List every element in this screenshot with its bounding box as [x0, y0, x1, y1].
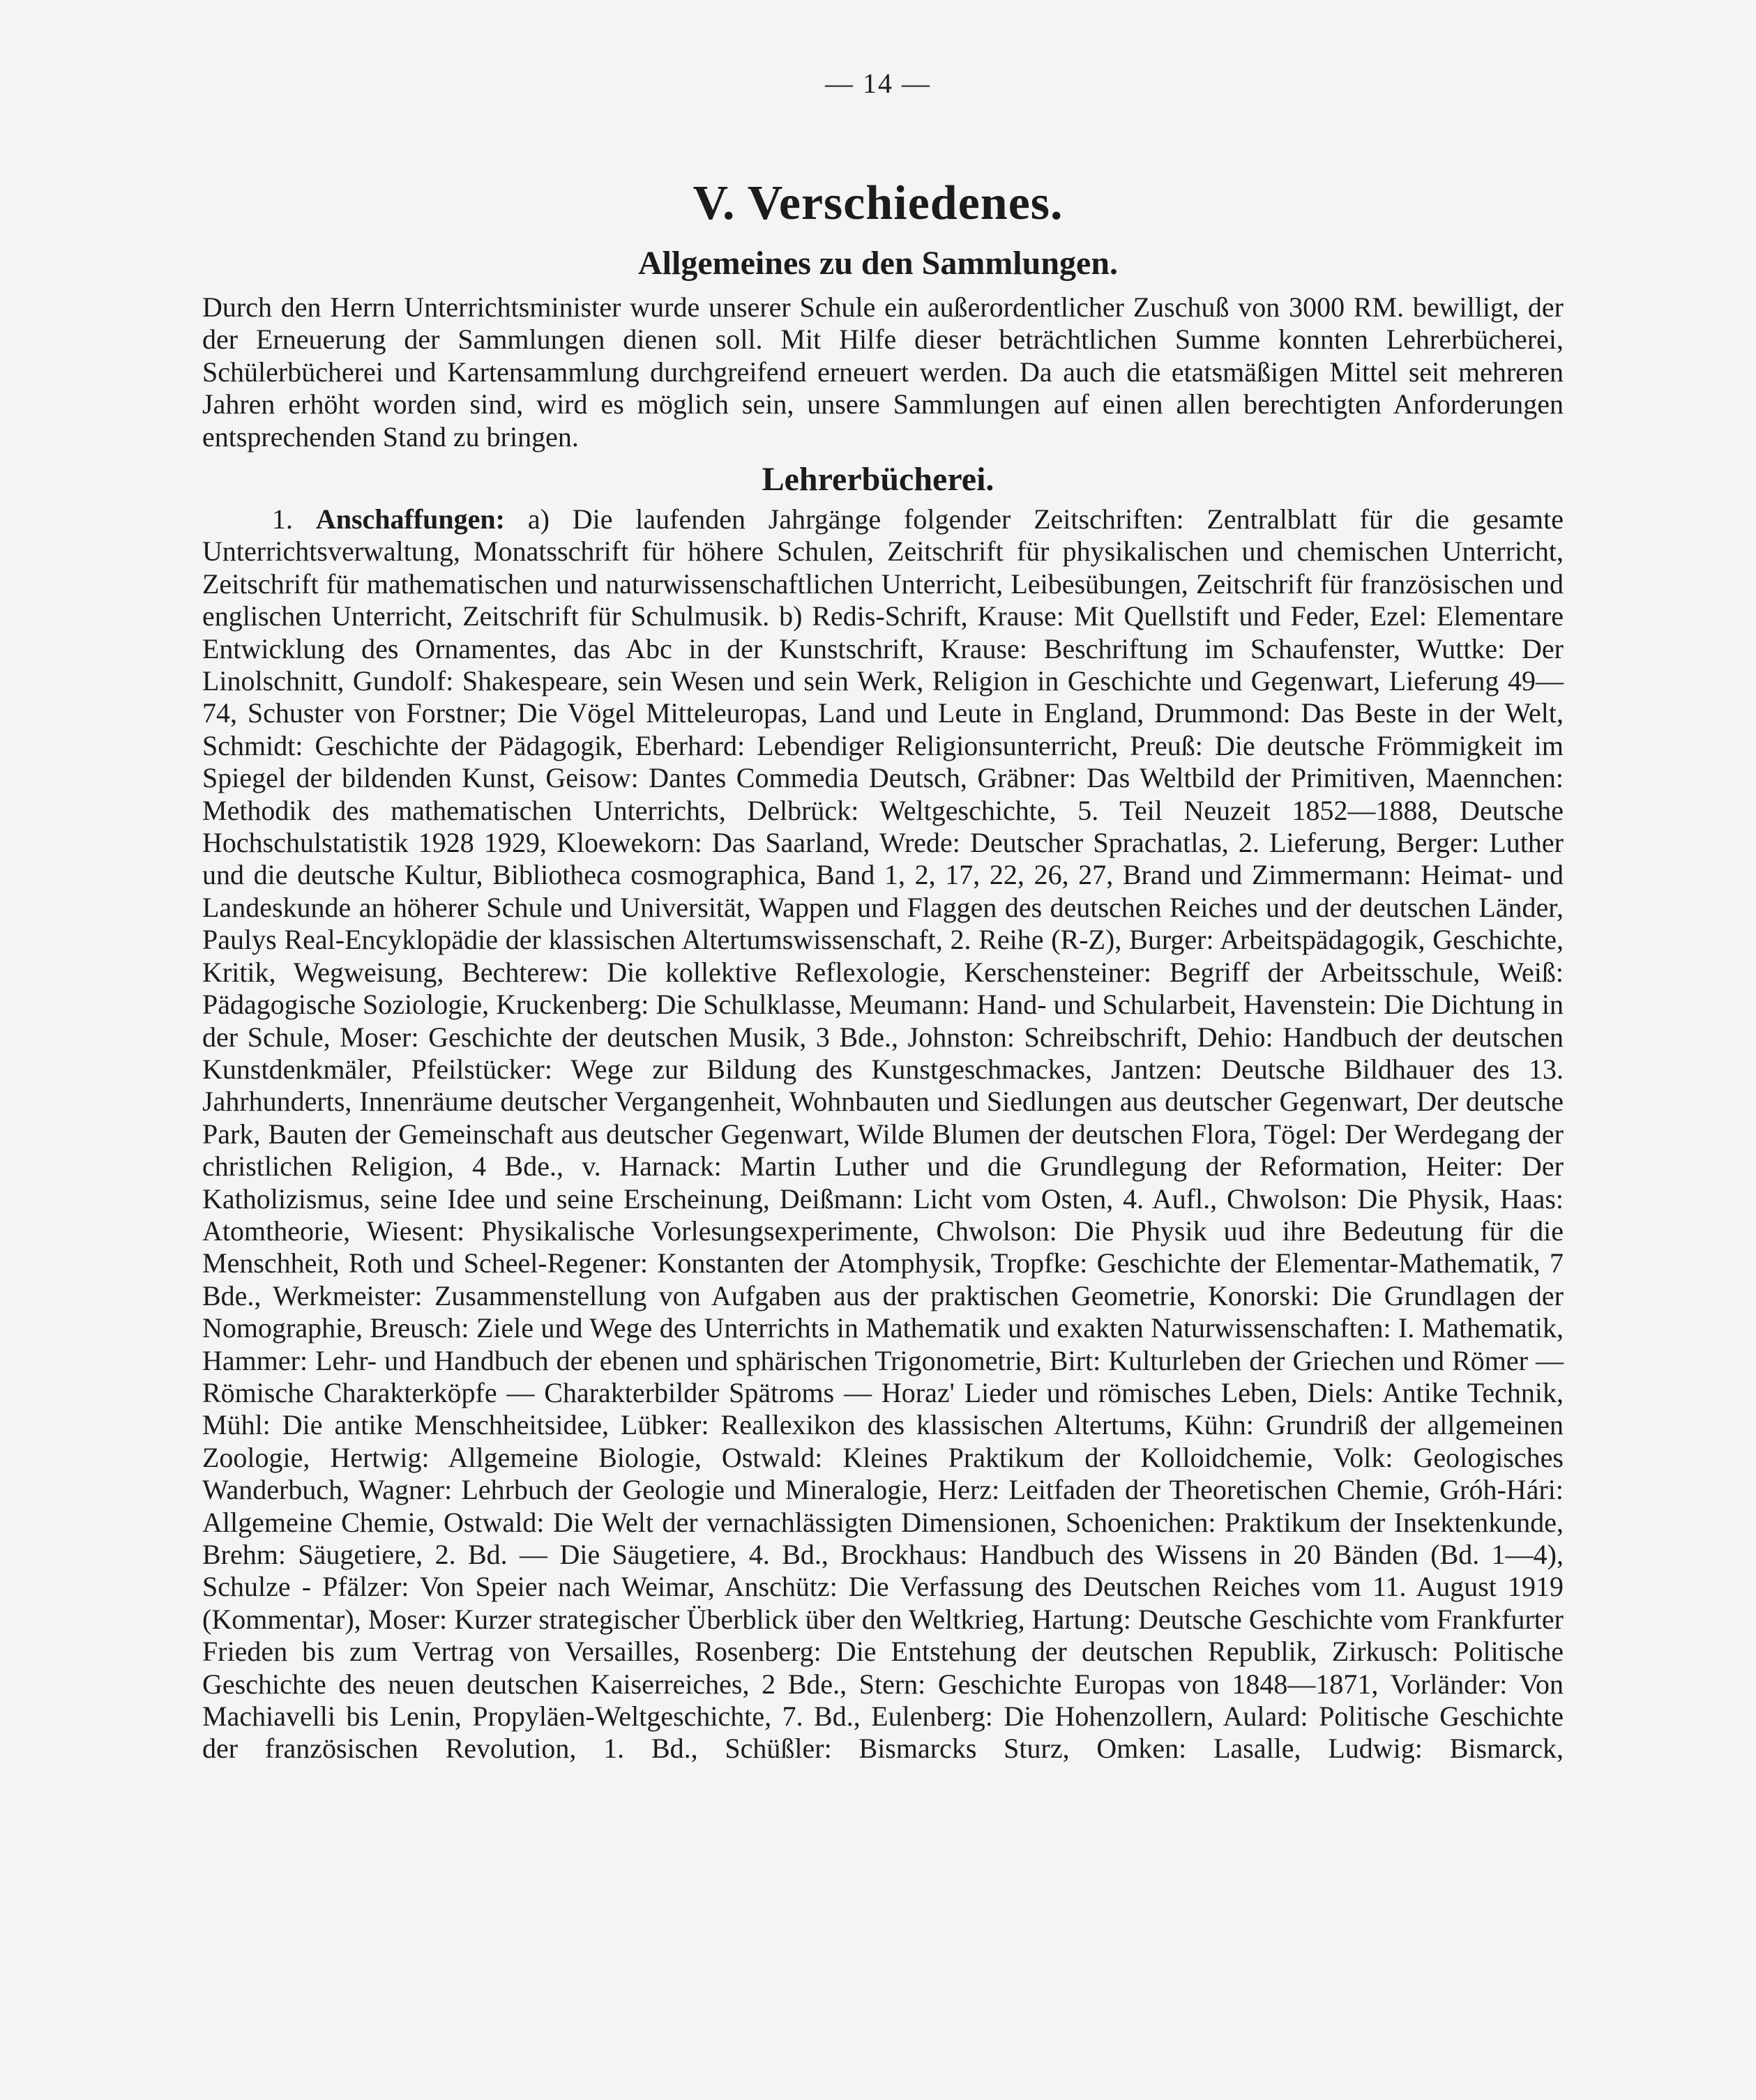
heading-lehrerbuecherei: Lehrerbücherei. [762, 461, 994, 498]
item-lead-label: Anschaffungen: [315, 503, 505, 535]
page-number: — 14 — [825, 68, 931, 99]
section-title: V. Verschiedenes. [692, 176, 1064, 230]
paragraph-anschaffungen [202, 503, 1564, 1765]
item-body: a) Die laufenden Jahrgänge folgender Zeitschriften: Zentralblatt für die gesamte Unterrichtsverwaltung, Monatsschrift für höhere Schulen, Zeitschrift für physikalischen und chemischen Unterricht, Zeitschrift für mathematischen und naturwissenschaftlichen Unterricht, Leibesübungen, Zeitschrift für französischen und englischen Unterricht, Zeitschrift für Schulmusik. b) Redis-Schrift, Krause: Mit Quellstift und Feder, Ezel: Elementare Entwicklung des Ornamentes, das Abc in der Kunstschrift, Krause: Beschriftung im Schaufenster, Wuttke: Der Linolschnitt, Gundolf: Shakespeare, sein Wesen und sein Werk, Religion in Geschichte und Gegenwart, Lieferung 49—74, Schuster von Forstner; Die Vögel Mitteleuropas, Land und Leute in England, Drummond: Das Beste in der Welt, Schmidt: Geschichte der Pädagogik, Eberhard: Lebendiger Religionsunterricht, Preuß: Die deutsche Frömmigkeit im Spiegel der bildenden Kunst, Geisow: Dantes Commedia Deutsch, Gräbner: Das Weltbild der Primitiven, Maennchen: Methodik des mathematischen Unterrichts, Delbrück: Weltgeschichte, 5. Teil Neuzeit 1852—1888, Deutsche Hochschulstatistik 1928 1929, Kloewekorn: Das Saarland, Wrede: Deutscher Sprachatlas, 2. Lieferung, Berger: Luther und die deutsche Kultur, Bibliotheca cosmographica, Band 1, 2, 17, 22, 26, 27, Brand und Zimmermann: Heimat- und Landeskunde an höherer Schule und Universität, Wappen und Flaggen des deutschen Reiches und der deutschen Länder, Paulys Real-Encyklopädie der klassischen Altertumswissenschaft, 2. Reihe (R-Z), Burger: Arbeitspädagogik, Geschichte, Kritik, Wegweisung, Bechterew: Die kollektive Reflexologie, Kerschensteiner: Begriff der Arbeitsschule, Weiß: Pädagogische Soziologie, Kruckenberg: Die Schulklasse, Meumann: Hand- und Schularbeit, Havenstein: Die Dichtung in der Schule, Moser: Geschichte der deutschen Musik, 3 Bde., Johnston: Schreibschrift, Dehio: Handbuch der deutschen Kunstdenkmäler, Pfeilstücker: Wege zur Bildung des Kunstgeschmackes, Jantzen: Deutsche Bildhauer des 13. Jahrhunderts, Innenräume deutscher Vergangenheit, Wohnbauten und Siedlungen aus deutscher Gegenwart, Der deutsche Park, Bauten der Gemeinschaft aus deutscher Gegenwart, Wilde Blumen der deutschen Flora, Tögel: Der Werdegang der christlichen Religion, 4 Bde., v. Harnack: Martin Luther und die Grundlegung der Reformation, Heiter: Der Katholizismus, seine Idee und seine Erscheinung, Deißmann: Licht vom Osten, 4. Aufl., Chwolson: Die Physik, Haas: Atomtheorie, Wiesent: Physikalische Vorlesungsexperimente, Chwolson: Die Physik uud ihre Bedeutung für die Menschheit, Roth und Scheel-Regener: Konstanten der Atomphysik, Tropfke: Geschichte der Elementar-Mathematik, 7 Bde., Werkmeister: Zusammenstellung von Aufgaben aus der praktischen Geometrie, Konorski: Die Grundlagen der Nomographie, Breusch: Ziele und Wege des Unterrichts in Mathematik und exakten Naturwissenschaften: I. Mathematik, Hammer: Lehr- und Handbuch der ebenen und sphärischen Trigonometrie, Birt: Kulturleben der Griechen und Römer — Römische Charakterköpfe — Charakterbilder Spätroms — Horaz' Lieder und römisches Leben, Diels: Antike Technik, Mühl: Die antike Menschheitsidee, Lübker: Reallexikon des klassischen Altertums, Kühn: Grundriß der allgemeinen Zoologie, Hertwig: Allgemeine Biologie, Ostwald: Kleines Praktikum der Kolloidchemie, Volk: Geologisches Wanderbuch, Wagner: Lehrbuch der Geologie und Mineralogie, Herz: Leitfaden der Theoretischen Chemie, Gróh-Hári: Allgemeine Chemie, Ostwald: Die Welt der vernachlässigten Dimensionen, Schoenichen: Praktikum der Insektenkunde, Brehm: Säugetiere, 2. Bd. — Die Säugetiere, 4. Bd., Brockhaus: Handbuch des Wissens in 20 Bänden (Bd. 1—4), Schulze - Pfälzer: Von Speier nach Weimar, Anschütz: Die Verfassung des Deutschen Reiches vom 11. August 1919 (Kommentar), Moser: Kurzer strategischer Überblick über den Weltkrieg, Hartung: Deutsche Geschichte vom Frankfurter Frieden bis zum Vertrag von Versailles, Rosenberg: Die Entstehung der deutschen Republik, Zirkusch: Politische Geschichte des neuen deutschen Kaiserreiches, 2 Bde., Stern: Geschichte Europas von 1848—1871, Vorländer: Von Machiavelli bis Lenin, Propyläen-Weltgeschichte, 7. Bd., Eulenberg: Die Hohenzollern, Aulard: Politische Geschichte der französischen Revolution, 1. Bd., Schüßler: Bismarcks Sturz, Omken: Lasalle, Ludwig: Bismarck, [202, 503, 1564, 1765]
paragraph-allgemeines: Durch den Herrn Unterrichtsminister wurde unserer Schule ein außerordentlicher Zuschuß von 3000 RM. bewilligt, der der Erneuerung der Sammlungen dienen soll. Mit Hilfe dieser beträchtlichen Summe konnten Lehrerbücherei, Schülerbücherei und Kartensammlung durchgreifend erneuert werden. Da auch die etatsmäßigen Mittel seit mehreren Jahren erhöht worden sind, wird es möglich sein, unsere Sammlungen auf einen allen berechtigten Anforderungen entsprechenden Stand zu bringen. [202, 291, 1564, 452]
item-number: 1. [272, 503, 293, 535]
heading-allgemeines: Allgemeines zu den Sammlungen. [637, 245, 1119, 282]
